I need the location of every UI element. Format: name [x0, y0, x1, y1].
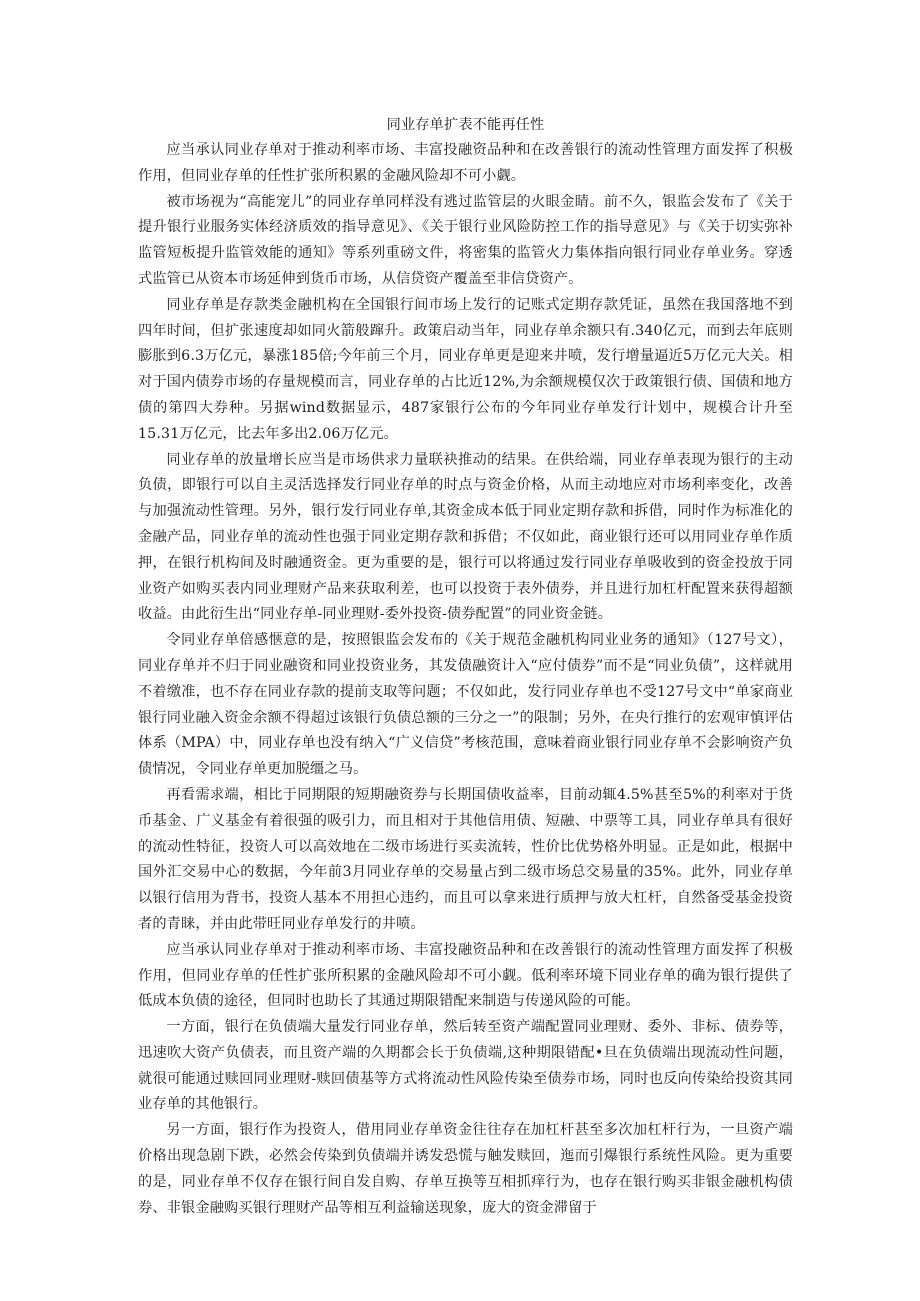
paragraph: 被市场视为“高能宠儿”的同业存单同样没有逃过监管层的火眼金睛。前不久，银监会发布了《关于提升银行业服务实体经济质效的指导意见》、《关于银行业风险防控工作的指导意见》与《关于切实弥补监管短板提升监管效能的通知》等系列重磅文件，将密集的监管火力集体指向银行同业存单业务。穿透式监管已从资本市场延伸到货币市场，从信贷资产覆盖至非信贷资产。 — [138, 193, 793, 287]
document-page — [138, 113, 793, 1221]
paragraph: 另一方面，银行作为投资人，借用同业存单资金往往存在加杠杆甚至多次加杠杆行为，一旦资产端价格出现急剧下跌，必然会传染到负债端并诱发恐慌与触发赎回，迤而引爆银行系统性风险。更为重要的是，同业存单不仅存在银行间自发自购、存单互换等互相抓痒行为，也存在银行购买非银金融机构债券、非银金融购买银行理财产品等相互利益输送现象，庞大的资金滞留于 — [138, 1122, 793, 1216]
paragraph: 令同业存单倍感惬意的是，按照银监会发布的《关于规范金融机构同业业务的通知》（127号文），同业存单并不归于同业融资和同业投资业务，其发债融资计入“应付债券”而不是“同业负债”，这样就用不着缴准，也不存在同业存款的提前支取等问题；不仅如此，发行同业存单也不受127号文中“单家商业银行同业融入资金余额不得超过该银行负债总额的三分之一”的限制；另外，在央行推行的宏观审慎评估体系（MPA）中，同业存单也没有纳入“广义信贷”考核范围，意味着商业银行同业存单不会影响资产负债情况，令同业存单更加脱缰之马。 — [138, 632, 793, 778]
paragraph: 同业存单的放量增长应当是市场供求力量联袂推动的结果。在供给端，同业存单表现为银行的主动负债，即银行可以自主灵活选择发行同业存单的时点与资金价格，从而主动地应对市场利率变化，改善与加强流动性管理。另外，银行发行同业存单,其资金成本低于同业定期存款和拆借，同时作为标准化的金融产品，同业存单的流动性也强于同业定期存款和拆借；不仅如此，商业银行还可以用同业存单作质押，在银行机构间及时融通资金。更为重要的是，银行可以将通过发行同业存单吸收到的资金投放于同业资产如购买表内同业理财产品来获取利差，也可以投资于表外债券，并且进行加杠杆配置来获得超额收益。由此衍生出“同业存单-同业理财-委外投资-债券配置”的同业资金链。 — [138, 451, 793, 623]
paragraph: 一方面，银行在负债端大量发行同业存单，然后转至资产端配置同业理财、委外、非标、债券等，迅速吹大资产负债表，而且资产端的久期都会长于负债端,这种期限错配•旦在负债端出现流动性问题，就很可能通过赎回同业理财-赎回债基等方式将流动性风险传染至债券市场，同时也反向传染给投资其同业存单的其他银行。 — [138, 1019, 793, 1113]
document-title: 同业存单扩表不能再任性 — [386, 117, 545, 133]
paragraph: 应当承认同业存单对于推动利率市场、丰富投融资品种和在改善银行的流动性管理方面发挥了积极作用，但同业存单的任性扩张所积累的金融风险却不可小觑。 — [138, 142, 793, 184]
paragraph: 应当承认同业存单对于推动利率市场、丰富投融资品种和在改善银行的流动性管理方面发挥了积极作用，但同业存单的任性扩张所积累的金融风险却不可小觑。低利率环境下同业存单的确为银行提供了低成本负债的途径，但同时也助长了其通过期限错配来制造与传递风险的可能。 — [138, 941, 793, 1010]
paragraph: 同业存单是存款类金融机构在全国银行间市场上发行的记账式定期存款凭证，虽然在我国落地不到四年时间，但扩张速度却如同火箭般蹿升。政策启动当年，同业存单余额只有.340亿元，而到去年底则膨胀到6.3万亿元，暴涨185倍;今年前三个月，同业存单更是迎来井喷，发行增量逼近5万亿元大关。相对于国内债券市场的存量规模而言，同业存单的占比近12%,为余额规模仅次于政策银行债、国债和地方债的第四大券种。另据wind数据显示，487家银行公布的今年同业存单发行计划中，规模合计升至15.31万亿元，比去年多出2.06万亿元。 — [138, 296, 793, 442]
paragraph: 再看需求端，相比于同期限的短期融资券与长期国债收益率，目前动辄4.5%甚至5%的利率对于货币基金、广义基金有着很强的吸引力，而且相对于其他信用债、短融、中票等工具，同业存单具有很好的流动性特征，投资人可以高效地在二级市场进行买卖流转，性价比优势格外明显。正是如此，根据中国外汇交易中心的数据，今年前3月同业存单的交易量占到二级市场总交易量的35%。此外，同业存单以银行信用为背书，投资人基本不用担心违约，而且可以拿来进行质押与放大杠杆，自然备受基金投资者的青睐，并由此带旺同业存单发行的井喷。 — [138, 786, 793, 932]
